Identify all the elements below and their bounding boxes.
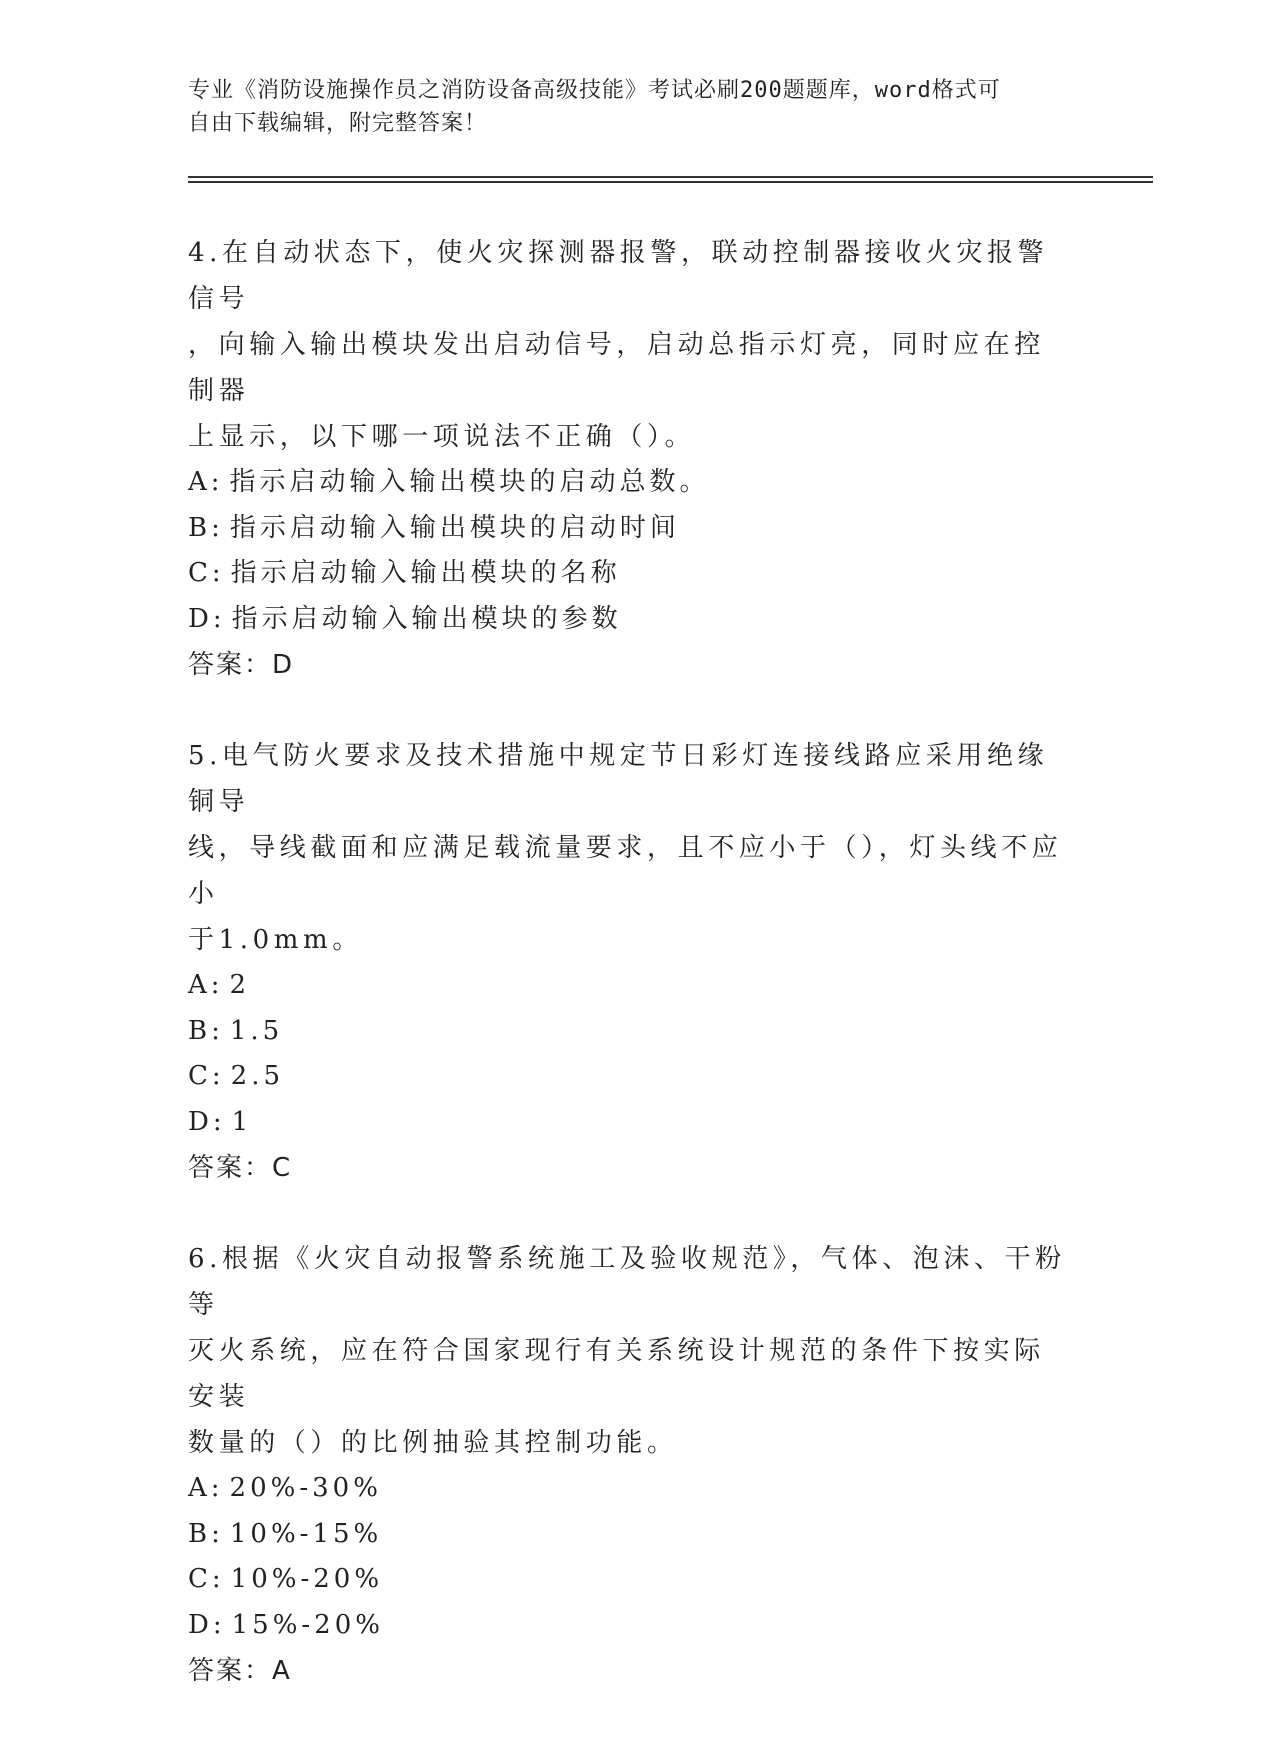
answer-label: 答案：D <box>188 650 295 680</box>
option-c <box>188 1054 1068 1100</box>
header-divider-bottom <box>188 181 1153 183</box>
option-text: 2 <box>229 970 251 1000</box>
option-c <box>188 1557 1068 1603</box>
question-stem-line: 6.根据《火灾自动报警系统施工及验收规范》，气体、泡沫、干粉等 <box>188 1244 1066 1320</box>
option-letter: C: <box>188 558 225 588</box>
option-text: 15%-20% <box>231 1609 384 1640</box>
document-header <box>188 74 1088 140</box>
option-d <box>188 1100 1068 1146</box>
answer-label: 答案：C <box>188 1153 293 1183</box>
option-c <box>188 551 1068 597</box>
question-list <box>188 230 1068 1739</box>
header-line-1: 专业《消防设施操作员之消防设备高级技能》考试必刷200题题库，word格式可 <box>188 78 1001 103</box>
option-letter: C: <box>188 1564 225 1594</box>
question-stem-line: 灭火系统，应在符合国家现行有关系统设计规范的条件下按实际安装 <box>188 1336 1045 1412</box>
option-text: 1.5 <box>229 1015 284 1046</box>
question-stem-line: 于1.0mm。 <box>188 925 363 955</box>
option-b <box>188 1009 1068 1055</box>
option-d <box>188 597 1068 643</box>
option-letter: A: <box>188 1473 224 1503</box>
option-letter: B: <box>188 1518 224 1549</box>
option-letter: B: <box>188 512 224 543</box>
question-4 <box>188 230 1068 688</box>
question-5 <box>188 733 1068 1191</box>
option-b <box>188 506 1068 552</box>
option-text: 10%-20% <box>230 1564 384 1594</box>
question-stem-line: 数量的（）的比例抽验其控制功能。 <box>188 1428 678 1458</box>
option-a <box>188 1466 1068 1512</box>
question-stem-line: ，向输入输出模块发出启动信号，启动总指示灯亮，同时应在控制器 <box>188 330 1045 406</box>
answer-label: 答案：A <box>188 1656 292 1686</box>
option-text: 20%-30% <box>229 1473 382 1503</box>
option-letter: D: <box>188 1106 226 1137</box>
option-letter: A: <box>188 970 224 1000</box>
option-letter: A: <box>188 467 224 497</box>
option-a <box>188 963 1068 1009</box>
header-divider-top <box>188 176 1153 178</box>
option-letter: D: <box>188 603 226 634</box>
option-d <box>188 1603 1068 1649</box>
question-6 <box>188 1236 1068 1694</box>
option-b <box>188 1512 1068 1558</box>
option-letter: C: <box>188 1061 225 1091</box>
option-text: 2.5 <box>230 1061 285 1091</box>
option-text: 指示启动输入输出模块的启动总数。 <box>229 467 710 497</box>
option-letter: D: <box>188 1609 226 1640</box>
question-stem-line: 线，导线截面和应满足载流量要求，且不应小于（），灯头线不应小 <box>188 833 1063 909</box>
question-stem-line: 上显示，以下哪一项说法不正确（）。 <box>188 422 696 452</box>
question-stem-line: 5.电气防火要求及技术措施中规定节日彩灯连接线路应采用绝缘铜导 <box>188 741 1049 817</box>
option-letter: B: <box>188 1015 224 1046</box>
option-text: 指示启动输入输出模块的名称 <box>230 558 621 588</box>
option-text: 指示启动输入输出模块的启动时间 <box>229 512 680 543</box>
option-text: 指示启动输入输出模块的参数 <box>231 603 622 634</box>
option-a <box>188 460 1068 506</box>
option-text: 1 <box>231 1106 253 1137</box>
header-line-2: 自由下载编辑，附完整答案！ <box>188 111 488 136</box>
question-stem-line: 4.在自动状态下，使火灾探测器报警，联动控制器接收火灾报警信号 <box>188 238 1049 314</box>
option-text: 10%-15% <box>229 1518 383 1549</box>
